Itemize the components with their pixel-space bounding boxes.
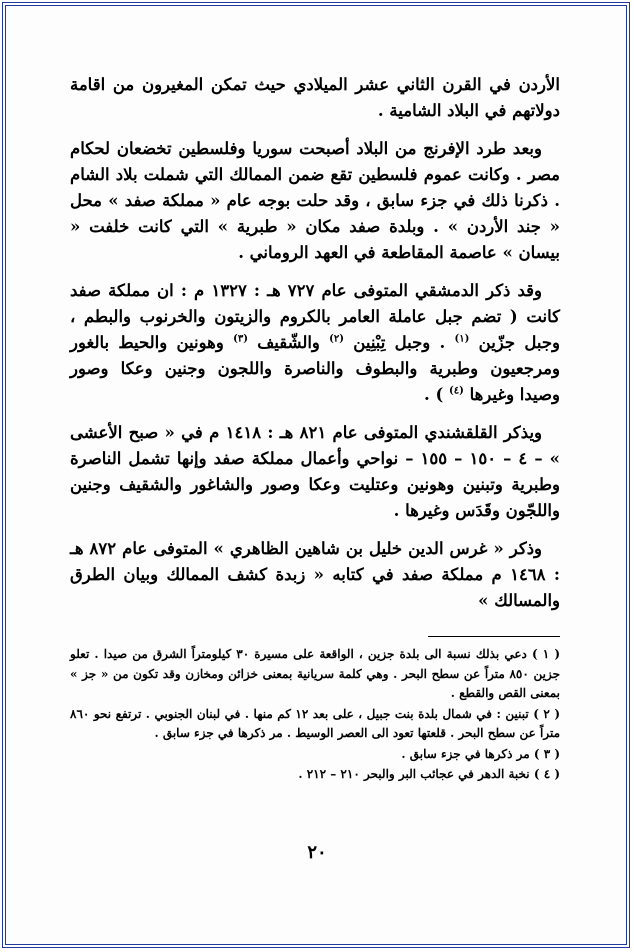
- footnote: ( ٤ ) نخبة الدهر في عجائب البر والبحر ٢١٠ – ٢١٢ .: [298, 767, 560, 781]
- paragraph: وقد ذكر الدمشقي المتوفى عام ٧٢٧ هـ : ١٣٢٧ م : ان مملكة صفد كانت ( تضم جبل عاملة العامر بالكروم والزيتون والخرنوب والبطم ، وجبل جزّين $^{(١)}$ . وجبل تِبْنِين $^{(٢)}$ والشّقيف $^{(٣)}$ وهونين والحيط بالغور ومرجعيون وطبرية والبطوف والناصرة واللجون وجنين وعكا وصور وصيدا وغيرها $^{(٤)}$ ) .: [70, 281, 561, 404]
- paragraph: ويذكر القلقشندي المتوفى عام ٨٢١ هـ : ١٤١٨ م في « صبح الأعشى » – ٤ – ١٥٠ – ١٥٥ – نواحي وأعمال مملكة صفد وإنها تشمل الناصرة وطبرية وتبنين وهونين وعتليت وعكا وصور والشاغور والشقيف وجنين واللجّون وقَدَس وغيرها .: [70, 423, 560, 520]
- page-number: ٢٠: [307, 842, 327, 863]
- text-run: وهونين والحيط بالغور ومرجعيون وطبرية والبطوف والناصرة واللجون وجنين وعكا وصور وصيدا وغيرها: [70, 333, 560, 404]
- main-text: [70, 72, 560, 614]
- footnote: ( ٣ ) مر ذكرها في جزء سابق .: [401, 746, 560, 761]
- footnote-ref: (١): [454, 333, 470, 345]
- text-run: وجبل تِبْنِين: [353, 333, 431, 352]
- footnote-ref: (٤): [449, 385, 464, 397]
- footnote: ( ١ ) دعي بذلك نسبة الى بلدة جزين ، الواقعة على مسيرة ٣٠ كيلومتراً الشرق من صيدا . تعلو جزين ٨٥٠ متراً عن سطح البحر . وهي كلمة سريانية بمعنى خزائن ومخازن وقد تكون من « جز » بمعنى القص والقطع .: [70, 647, 561, 700]
- footnote: ( ٢ ) تبنين : في شمال بلدة بنت جبيل ، على بعد ١٢ كم منها . في لبنان الجنوبي . ترتفع نحو ٨٦٠ متراً عن سطح البحر . قلعتها تعود الى العصر الوسيط . مر ذكرها في جزء سابق .: [70, 706, 560, 740]
- text-run: وقد ذكر الدمشقي المتوفى عام ٧٢٧ هـ : ١٣٢٧ م : ان مملكة صفد كانت ( تضم جبل عاملة العامر بالكروم والزيتون والخرنوب والبطم ، وجبل جزّين: [70, 281, 561, 352]
- footnote-ref: (٣): [233, 333, 248, 345]
- footnote-divider: [428, 636, 560, 637]
- book-page: [70, 72, 560, 786]
- footnote-ref: (٢): [329, 333, 345, 345]
- footnotes: [70, 645, 560, 785]
- paragraph: وبعد طرد الإفرنج من البلاد أصبحت سوريا وفلسطين تخضعان لحكام مصر . وكانت عموم فلسطين تقع ضمن الممالك التي شملت بلاد الشام . ذكرنا ذلك في جزء سابق ، وقد حلت بوجه عام « مملكة صفد » محل « جند الأردن » . وبلدة صفد مكان « طبرية » التي كانت خلفت « بيسان » عاصمة المقاطعة في العهد الروماني .: [70, 139, 560, 262]
- paragraph: وذكر « غرس الدين خليل بن شاهين الظاهري » المتوفى عام ٨٧٢ هـ : ١٤٦٨ م مملكة صفد في كتابه « زبدة كشف الممالك وبيان الطرق والمسالك »: [70, 539, 560, 610]
- paragraph: الأردن في القرن الثاني عشر الميلادي حيث تمكن المغيرون من اقامة دولاتهم في البلاد الشامية .: [70, 75, 560, 120]
- text-run: والشّقيف: [257, 333, 320, 352]
